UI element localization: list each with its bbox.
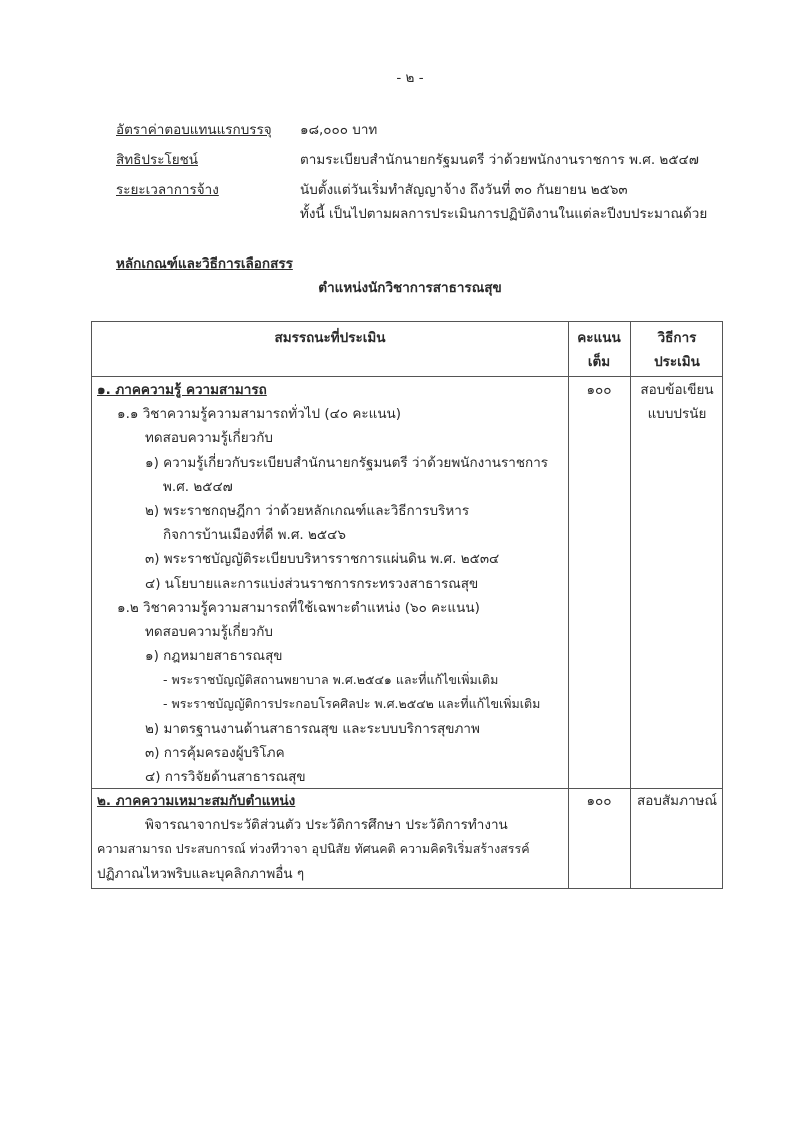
info-label-benefits: สิทธิประโยชน์ <box>116 152 199 168</box>
info-value-salary: ๑๘,๐๐๐ บาท <box>300 122 378 138</box>
header-method-line: ประเมิน <box>654 354 700 370</box>
row-title: ๑. ภาคความรู้ ความสามารถ <box>97 382 267 398</box>
info-label-period: ระยะเวลาการจ้าง <box>116 182 219 198</box>
row-title: ๒. ภาคความเหมาะสมกับตำแหน่ง <box>97 793 296 809</box>
info-value-benefits: ตามระเบียบสำนักนายกรัฐมนตรี ว่าด้วยพนักงานราชการ พ.ศ. ๒๕๔๗ <box>300 152 699 168</box>
row-line: ๓) การคุ้มครองผู้บริโภค <box>145 744 285 761</box>
row-line: ๒) มาตรฐานงานด้านสาธารณสุข และระบบบริการสุขภาพ <box>145 720 480 737</box>
row-score: ๑๐๐ <box>586 382 612 398</box>
row-line: ๓) พระราชบัญญัติระเบียบบริหารราชการแผ่นดิน พ.ศ. ๒๕๓๔ <box>145 551 500 568</box>
row-line: ๔) การวิจัยด้านสาธารณสุข <box>145 769 306 785</box>
criteria-table <box>91 321 723 889</box>
row-line: ๑.๒ วิชาความรู้ความสามารถที่ใช้เฉพาะตำแหน่ง (๖๐ คะแนน) <box>117 599 480 616</box>
row-line: ความสามารถ ประสบการณ์ ท่วงทีวาจา อุปนิสัย ทัศนคติ ความคิดริเริ่มสร้างสรรค์ <box>97 841 530 857</box>
row-line: ๒) พระราชกฤษฎีกา ว่าด้วยหลักเกณฑ์และวิธีการบริหาร <box>145 502 470 519</box>
row-line: ๑) ความรู้เกี่ยวกับระเบียบสำนักนายกรัฐมนตรี ว่าด้วยพนักงานราชการ <box>145 454 549 471</box>
row-line: ๔) นโยบายและการแบ่งส่วนราชการกระทรวงสาธารณสุข <box>145 575 479 592</box>
table-row-suitability <box>97 789 530 886</box>
row-divider <box>92 376 722 377</box>
row-line: พิจารณาจากประวัติส่วนตัว ประวัติการศึกษา ประวัติการทำงาน <box>145 817 508 834</box>
row-method-line: แบบปรนัย <box>647 406 707 423</box>
header-method <box>630 326 724 374</box>
row-method-line: สอบข้อเขียน <box>640 382 714 398</box>
header-score-line: เต็ม <box>587 354 611 370</box>
info-label-salary: อัตราค่าตอบแทนแรกบรรจุ <box>116 122 272 138</box>
row-line: ๑) กฎหมายสาธารณสุข <box>145 648 283 665</box>
row-line: ทดสอบความรู้เกี่ยวกับ <box>145 623 273 640</box>
table-row-knowledge <box>97 378 548 789</box>
row-line: ทดสอบความรู้เกี่ยวกับ <box>145 430 273 447</box>
header-score-line: คะแนน <box>577 330 621 346</box>
info-value-period-note: ทั้งนี้ เป็นไปตามผลการประเมินการปฏิบัติงานในแต่ละปีงบประมาณด้วย <box>300 206 708 222</box>
section-heading: หลักเกณฑ์และวิธีการเลือกสรร <box>116 256 293 272</box>
row-line: กิจการบ้านเมืองที่ดี พ.ศ. ๒๕๔๖ <box>163 527 346 544</box>
info-value-period: นับตั้งแต่วันเริ่มทำสัญญาจ้าง ถึงวันที่ ๓๐ กันยายน ๒๕๖๓ <box>300 182 628 198</box>
position-title: ตำแหน่งนักวิชาการสาธารณสุข <box>318 280 502 296</box>
header-method-line: วิธีการ <box>657 330 697 346</box>
header-score <box>568 326 630 374</box>
row-line: - พระราชบัญญัติการประกอบโรคศิลปะ พ.ศ.๒๕๔๒ และที่แก้ไขเพิ่มเติม <box>163 696 541 712</box>
row-method-line: สอบสัมภาษณ์ <box>637 793 717 809</box>
row-line: พ.ศ. ๒๕๔๗ <box>163 478 233 495</box>
header-competency: สมรรถนะที่ประเมิน <box>274 330 386 346</box>
page-number: - ๒ - <box>396 70 424 86</box>
row-line: ปฏิภาณไหวพริบและบุคลิกภาพอื่น ๆ <box>97 865 305 882</box>
row-line: ๑.๑ วิชาความรู้ความสามารถทั่วไป (๔๐ คะแนน) <box>117 406 402 423</box>
row-method <box>630 378 724 426</box>
row-line: - พระราชบัญญัติสถานพยาบาล พ.ศ.๒๕๔๑ และที่แก้ไขเพิ่มเติม <box>163 672 499 688</box>
row-score: ๑๐๐ <box>586 793 612 809</box>
